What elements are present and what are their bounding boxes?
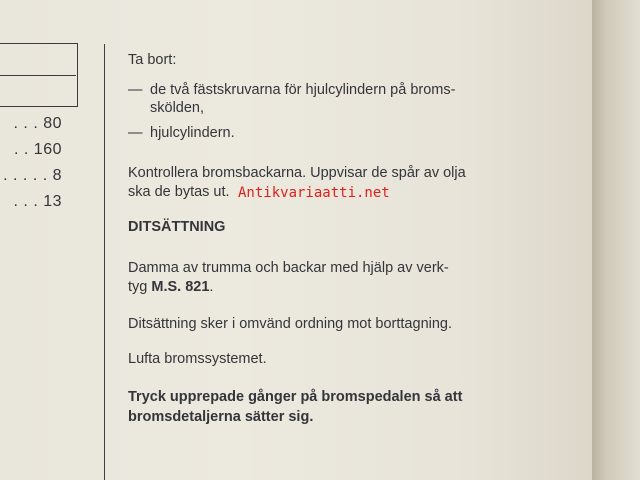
spec-table-row: . . 160 — [14, 141, 62, 158]
bullet-2: hjulcylindern. — [150, 125, 235, 141]
clean-line-2-suffix: . — [209, 279, 214, 295]
bleed-text: Lufta bromssystemet. — [128, 351, 267, 367]
pedal-line-1: Tryck upprepade gånger på bromspedalen så att — [128, 389, 463, 405]
bullet-1-line-1: de två fästskruvarna för hjulcylindern på broms- — [150, 82, 456, 98]
tool-reference: M.S. 821 — [151, 279, 210, 295]
spec-table-row: . . . . . 8 — [3, 167, 62, 184]
spec-table-row: . . . 80 — [13, 115, 62, 132]
page-edge-shadow — [592, 0, 640, 480]
check-line-1: Kontrollera bromsbackarna. Uppvisar de spår av olja — [128, 165, 466, 181]
spec-table-row: . . . 13 — [13, 193, 62, 210]
reassembly-text: Ditsättning sker i omvänd ordning mot borttagning. — [128, 316, 453, 332]
bullet-dash: — — [128, 125, 143, 141]
bullet-dash: — — [128, 82, 143, 98]
pedal-line-2: bromsdetaljerna sätter sig. — [128, 409, 314, 425]
column-rule — [104, 44, 105, 480]
clean-line-2 — [128, 277, 213, 297]
clean-line-2-prefix: tyg — [128, 279, 152, 295]
bullet-1-line-2: skölden, — [150, 100, 205, 116]
check-line-2: ska de bytas ut. — [128, 184, 230, 200]
section-heading: DITSÄTTNING — [128, 219, 226, 235]
intro-text: Ta bort: — [128, 52, 177, 68]
clean-line-1: Damma av trumma och backar med hjälp av verk- — [128, 260, 449, 276]
spec-table-bracket — [0, 57, 1, 80]
watermark: Antikvariaatti.net — [238, 185, 390, 201]
spec-table-divider — [0, 75, 76, 76]
